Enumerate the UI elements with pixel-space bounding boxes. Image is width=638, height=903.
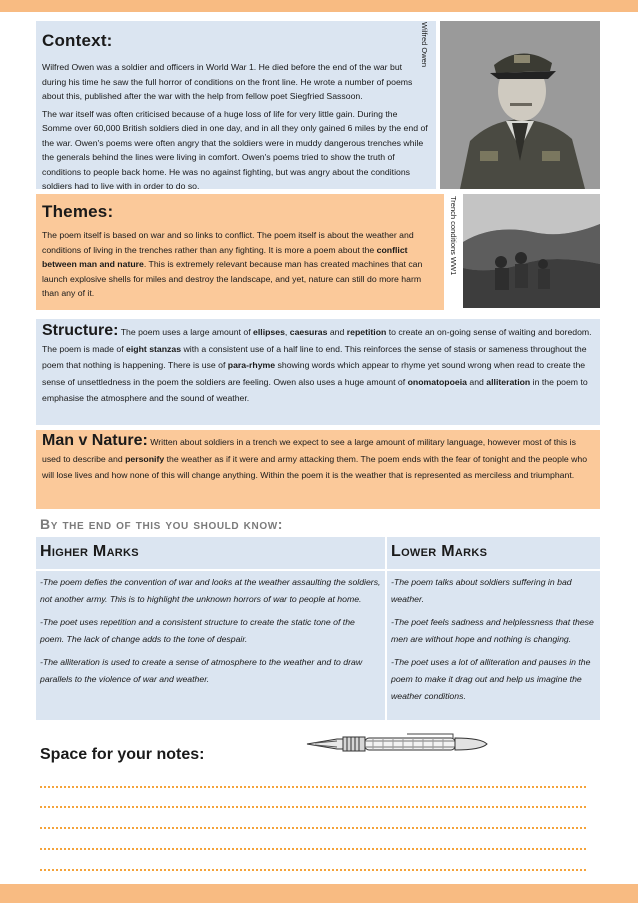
structure-bold-repetition: repetition — [346, 327, 387, 337]
structure-text-7: and — [466, 376, 487, 387]
context-heading: Context: — [42, 31, 113, 50]
structure-text-1: The poem uses a large amount of — [118, 327, 254, 337]
lower-marks-heading: Lower Marks — [391, 543, 488, 560]
context-paragraph-2: The war itself was often criticised because of a huge loss of life for very little gain. During the Somme over 60,000 British soldiers died in one day, and in all they only gained 6 miles by the end of the war. Owen's poems were often angry that the soldiers were in muddy dangerous trenches while the generals behind the lines were living in comfort. Owen's poems tried to show the truth of conditions to people back home. He was no against fighting, but was angry about the conditions soldiers had to live with in order to do so. — [42, 108, 428, 191]
wilfred-owen-photo — [440, 21, 600, 189]
nature-heading: Man v Nature: — [42, 432, 148, 449]
lower-marks-column — [387, 537, 600, 720]
lower-point-3: -The poet uses a lot of alliteration and pauses in the poem to make it drag out and help us imagine the weather conditions. — [391, 657, 591, 701]
structure-bold-eight-stanzas: eight stanzas — [126, 343, 182, 354]
structure-paragraph — [42, 323, 594, 407]
nature-text-2: the weather as if it were and army attacking them. The poem ends with the fear of tonight and the people who will lose lives and how none of this will change anything. Within the poem it is the weather that is represented as merciless and triumphant. — [42, 453, 588, 480]
structure-text-8: in the poem to emphasise the atmosphere and the sound of weather. — [42, 376, 588, 403]
themes-section — [36, 194, 444, 310]
structure-text-5: with a consistent use of a half line to end. This reinforces the sense of stasis or sameness throughout the poem that nothing is happening. There is use of — [42, 343, 587, 370]
structure-section — [36, 319, 600, 425]
nature-bold-personify: personify — [125, 453, 165, 464]
context-section — [36, 21, 436, 189]
structure-heading: Structure: — [42, 322, 119, 339]
note-line-5 — [40, 869, 586, 871]
structure-bold-caesuras: caesuras — [289, 327, 328, 337]
nature-paragraph — [42, 433, 594, 484]
note-line-3 — [40, 827, 586, 829]
themes-bold-1: conflict between man and nature — [42, 244, 408, 269]
context-paragraph-1: Wilfred Owen was a soldier and officers in World War 1. He died before the end of the war but during his time he saw the full horror of conditions on the front line. He wrote a number of poems about this, published after the war with the help from fellow poet Siegfried Sassoon. — [42, 62, 413, 101]
structure-text-2: , — [284, 327, 290, 337]
higher-point-1: -The poem defies the convention of war and looks at the weather assaulting the soldiers, not another army. This is to highlight the unknown horrors of war to people at home. — [40, 577, 381, 604]
structure-bold-ellipses: ellipses — [253, 327, 285, 337]
bottom-accent-bar — [0, 884, 638, 903]
should-know-title: By the end of this you should know: — [40, 516, 283, 532]
structure-bold-alliteration: alliteration — [486, 376, 531, 387]
structure-bold-para-rhyme: para-rhyme — [227, 360, 276, 370]
themes-heading: Themes: — [42, 202, 114, 221]
structure-text-6: showing words which appear to rhyme yet sound wrong when read to create the sense of unsettledness in the poem the soldiers are feeling. Owen also uses a huge amount of — [42, 360, 586, 387]
themes-text-1: The poem itself is based on war and so links to conflict. The poem itself is about the weather and conditions of living in the trenches rather than any fighting. It is more a poem about the — [42, 230, 414, 255]
trench-conditions-photo — [463, 194, 600, 308]
trench-photo-caption: Trench conditions WW1 — [449, 196, 458, 276]
structure-bold-onomatopoeia: onomatopoeia — [407, 376, 467, 387]
higher-marks-column — [36, 537, 385, 720]
trench-scene-illustration — [463, 194, 600, 308]
top-accent-bar — [0, 0, 638, 12]
lower-point-2: -The poet feels sadness and helplessness that these men are without hope and nothing is changing. — [391, 617, 594, 644]
themes-paragraph — [42, 228, 436, 301]
owen-portrait-illustration — [440, 21, 600, 189]
higher-marks-heading: Higher Marks — [40, 543, 139, 560]
owen-photo-caption: Wilfred Owen — [420, 22, 429, 68]
marks-table — [36, 537, 600, 720]
structure-text-3: and — [327, 327, 347, 337]
higher-point-3: -The alliteration is used to create a sense of atmosphere to the weather and to draw parallels to the violence of war and weather. — [40, 657, 363, 684]
fountain-pen-icon — [303, 727, 491, 766]
structure-text-4: to create an on-going sense of waiting and boredom. The poem is made of — [42, 327, 592, 354]
themes-text-2: . This is extremely relevant because man has created machines that can launch explosive shells for miles and destroy the landscape, and yet, nature can still do more harm than any of it. — [42, 259, 423, 298]
lower-point-1: -The poem talks about soldiers suffering in bad weather. — [391, 577, 572, 604]
nature-text-1: Written about soldiers in a trench we expect to see a large amount of military language, however most of this is used to describe and — [42, 437, 576, 464]
note-line-4 — [40, 848, 586, 850]
notes-title: Space for your notes: — [40, 746, 205, 763]
note-line-2 — [40, 806, 586, 808]
man-v-nature-section — [36, 430, 600, 509]
note-line-1 — [40, 786, 586, 788]
higher-point-2: -The poet uses repetition and a consistent structure to create the static tone of the poem. The lack of change adds to the tone of despair. — [40, 617, 355, 644]
